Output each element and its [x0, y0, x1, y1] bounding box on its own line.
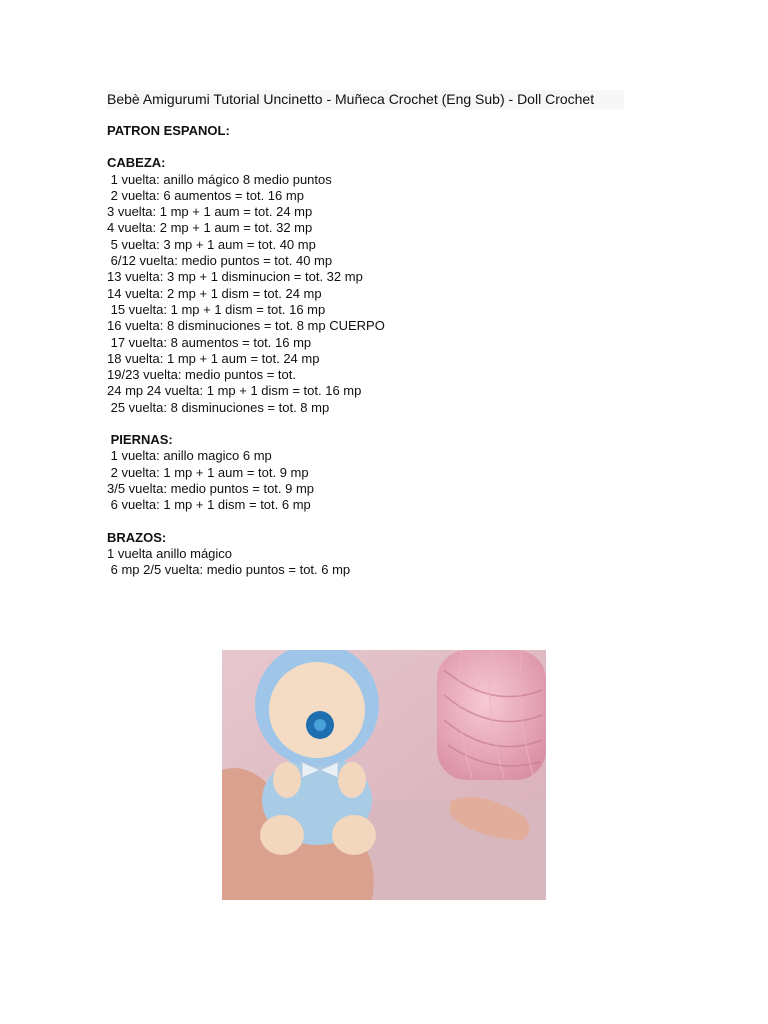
pattern-line: 16 vuelta: 8 disminuciones = tot. 8 mp CUERPO — [107, 318, 385, 334]
pattern-line: 25 vuelta: 8 disminuciones = tot. 8 mp — [107, 399, 330, 415]
pattern-line: 6 mp 2/5 vuelta: medio puntos = tot. 6 mp — [107, 562, 351, 578]
pattern-line: 1 vuelta: anillo mágico 8 medio puntos — [107, 171, 332, 187]
section-heading: CABEZA: — [107, 155, 166, 171]
pattern-line: 13 vuelta: 3 mp + 1 disminucion = tot. 32 mp — [107, 269, 363, 285]
document-body — [107, 90, 667, 578]
amigurumi-doll-illustration — [222, 650, 546, 900]
amigurumi-doll-photo — [222, 650, 546, 900]
pattern-line: 3/5 vuelta: medio puntos = tot. 9 mp — [107, 480, 315, 496]
pattern-subtitle: PATRON ESPANOL: — [107, 123, 230, 138]
section-piernas — [107, 432, 667, 513]
pattern-line: 14 vuelta: 2 mp + 1 dism = tot. 24 mp — [107, 285, 322, 301]
pattern-line: 17 vuelta: 8 aumentos = tot. 16 mp — [107, 334, 312, 350]
section-cabeza — [107, 155, 667, 416]
spacer — [107, 514, 667, 530]
pattern-line: 6 vuelta: 1 mp + 1 dism = tot. 6 mp — [107, 497, 311, 513]
pattern-line: 2 vuelta: 6 aumentos = tot. 16 mp — [107, 187, 304, 203]
pattern-line: 2 vuelta: 1 mp + 1 aum = tot. 9 mp — [107, 464, 309, 480]
yarn-ball-icon — [437, 650, 546, 780]
spacer — [107, 139, 667, 155]
document-title: Bebè Amigurumi Tutorial Uncinetto - Muñeca Crochet (Eng Sub) - Doll Crochet — [107, 90, 624, 109]
section-brazos — [107, 530, 667, 579]
section-heading: PIERNAS: — [107, 432, 173, 448]
pattern-line: 5 vuelta: 3 mp + 1 aum = tot. 40 mp — [107, 236, 316, 252]
section-heading: BRAZOS: — [107, 529, 167, 545]
pattern-line: 18 vuelta: 1 mp + 1 aum = tot. 24 mp — [107, 350, 320, 366]
pattern-line: 19/23 vuelta: medio puntos = tot. — [107, 367, 296, 383]
pattern-line: 1 vuelta: anillo magico 6 mp — [107, 448, 272, 464]
pattern-line: 6/12 vuelta: medio puntos = tot. 40 mp — [107, 253, 333, 269]
pattern-line: 24 mp 24 vuelta: 1 mp + 1 dism = tot. 16 mp — [107, 383, 362, 399]
pattern-line: 4 vuelta: 2 mp + 1 aum = tot. 32 mp — [107, 220, 313, 236]
spacer — [107, 416, 667, 432]
pattern-line: 15 vuelta: 1 mp + 1 dism = tot. 16 mp — [107, 301, 326, 317]
pattern-line: 3 vuelta: 1 mp + 1 aum = tot. 24 mp — [107, 204, 313, 220]
pattern-line: 1 vuelta anillo mágico — [107, 545, 233, 561]
